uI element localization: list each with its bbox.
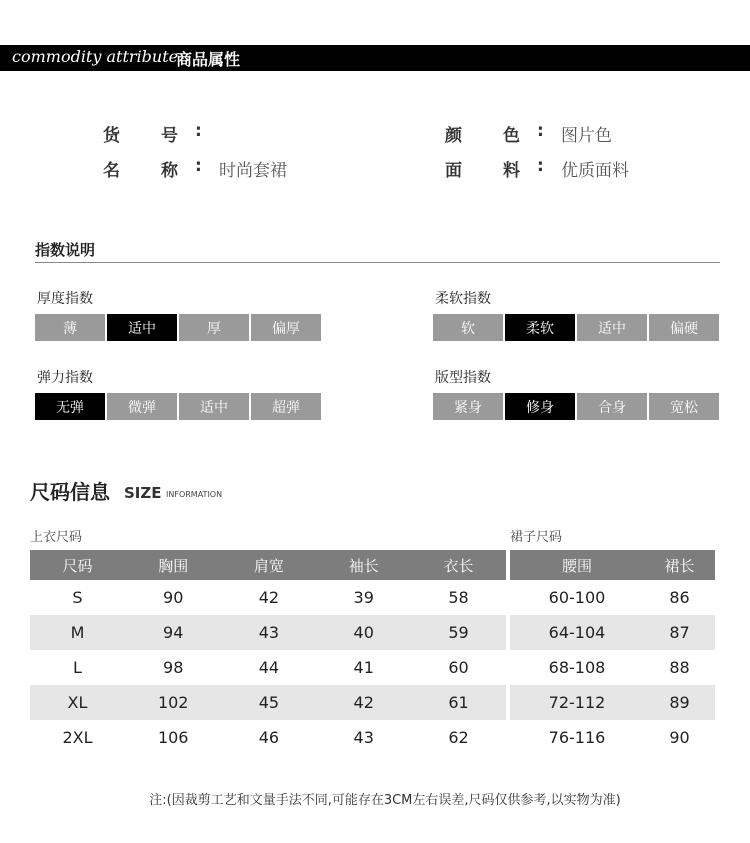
elasticity-option: 微弹 — [107, 393, 177, 420]
table-row — [510, 685, 715, 720]
thickness-index-title: 厚度指数 — [37, 291, 93, 307]
column-header: 胸围 — [125, 550, 222, 580]
attr-label-char: 色 — [503, 126, 520, 146]
table-cell: 87 — [644, 615, 715, 650]
header-title-en: commodity attribute — [12, 47, 179, 66]
attr-label-char: 料 — [503, 161, 520, 181]
attr-label-char: 面 — [445, 161, 462, 181]
column-header: 尺码 — [30, 550, 125, 580]
table-cell: 44 — [258, 658, 280, 677]
attr-value-name: 时尚套裙 — [219, 161, 287, 181]
attr-label-char: 货 — [103, 126, 120, 146]
table-cell: 90 — [669, 728, 690, 747]
thickness-option: 适中 — [107, 314, 177, 341]
table-cell: XL — [30, 685, 125, 720]
section-divider — [35, 262, 720, 263]
size-title-en-small: INFORMATION — [166, 490, 223, 499]
table-row — [30, 580, 506, 615]
table-cell: L — [73, 658, 82, 677]
attr-label-char: 颜 — [445, 126, 462, 146]
size-title-en: SIZE — [124, 484, 162, 502]
skirt-size-table — [510, 550, 715, 755]
table-cell: 76-116 — [548, 728, 606, 747]
thickness-option: 厚 — [179, 314, 249, 341]
attr-colon: : — [195, 156, 202, 176]
table-cell: 86 — [669, 588, 690, 607]
table-row — [30, 720, 506, 755]
table-cell: 58 — [448, 588, 469, 607]
table-cell: 2XL — [62, 728, 93, 747]
table-cell: 106 — [157, 728, 189, 747]
thickness-option: 薄 — [35, 314, 105, 341]
table-cell: 94 — [125, 615, 222, 650]
column-header: 腰围 — [510, 550, 644, 580]
attr-colon: : — [537, 156, 544, 176]
table-cell: M — [30, 615, 125, 650]
table-cell: 60 — [448, 658, 469, 677]
column-header: 肩宽 — [221, 550, 316, 580]
elasticity-option: 适中 — [179, 393, 249, 420]
table-cell: 62 — [448, 728, 469, 747]
table-cell: 42 — [316, 685, 411, 720]
table-cell: 60-100 — [548, 588, 606, 607]
attr-value-color: 图片色 — [561, 126, 612, 146]
size-note: 注:(因裁剪工艺和文量手法不同,可能存在3CM左右误差,尺码仅供参考,以实物为准) — [149, 793, 621, 808]
table-cell: 39 — [353, 588, 374, 607]
table-cell: 64-104 — [510, 615, 644, 650]
table-cell: 68-108 — [548, 658, 606, 677]
fit-option: 合身 — [577, 393, 647, 420]
top-size-table — [30, 550, 506, 755]
table-row — [510, 720, 715, 755]
table-cell: 61 — [411, 685, 506, 720]
table-cell: 72-112 — [510, 685, 644, 720]
softness-option: 偏硬 — [649, 314, 719, 341]
table-cell: 41 — [353, 658, 374, 677]
table-row — [510, 615, 715, 650]
fit-scale — [433, 393, 721, 420]
attr-colon: : — [537, 121, 544, 141]
fit-index-title: 版型指数 — [435, 370, 491, 386]
column-header: 衣长 — [411, 550, 506, 580]
elasticity-scale — [35, 393, 323, 420]
thickness-option: 偏厚 — [251, 314, 321, 341]
header-title-cn: 商品属性 — [176, 50, 241, 69]
thickness-scale — [35, 314, 323, 341]
table-cell: 59 — [411, 615, 506, 650]
attr-colon: : — [195, 121, 202, 141]
table-row — [30, 685, 506, 720]
table-row — [510, 580, 715, 615]
top-size-title: 上衣尺码 — [30, 530, 83, 545]
attr-label-char: 名 — [103, 161, 120, 181]
softness-option: 适中 — [577, 314, 647, 341]
attr-label-char: 称 — [161, 161, 178, 181]
softness-option: 软 — [433, 314, 503, 341]
softness-index-title: 柔软指数 — [435, 291, 491, 307]
attr-label-char: 号 — [161, 126, 178, 146]
table-cell: 88 — [669, 658, 690, 677]
table-header-row — [30, 550, 506, 580]
column-header: 裙长 — [644, 550, 715, 580]
table-cell: 46 — [258, 728, 280, 747]
table-row — [510, 650, 715, 685]
fit-option: 修身 — [505, 393, 575, 420]
elasticity-option: 超弹 — [251, 393, 321, 420]
fit-option: 紧身 — [433, 393, 503, 420]
table-row — [30, 615, 506, 650]
table-cell: 90 — [163, 588, 184, 607]
index-section-title: 指数说明 — [35, 241, 96, 259]
table-cell: 89 — [644, 685, 715, 720]
table-cell: 98 — [163, 658, 184, 677]
table-cell: S — [72, 588, 83, 607]
table-header-row — [510, 550, 715, 580]
size-section-title: 尺码信息 — [30, 480, 110, 504]
fit-option: 宽松 — [649, 393, 719, 420]
attr-value-material: 优质面料 — [561, 161, 629, 181]
elasticity-option: 无弹 — [35, 393, 105, 420]
softness-scale — [433, 314, 721, 341]
table-row — [30, 650, 506, 685]
table-cell: 40 — [316, 615, 411, 650]
elasticity-index-title: 弹力指数 — [37, 370, 93, 386]
softness-option: 柔软 — [505, 314, 575, 341]
skirt-size-title: 裙子尺码 — [510, 530, 563, 545]
table-cell: 42 — [258, 588, 280, 607]
table-cell: 102 — [125, 685, 222, 720]
table-cell: 43 — [353, 728, 374, 747]
table-cell: 45 — [221, 685, 316, 720]
column-header: 袖长 — [316, 550, 411, 580]
table-cell: 43 — [221, 615, 316, 650]
